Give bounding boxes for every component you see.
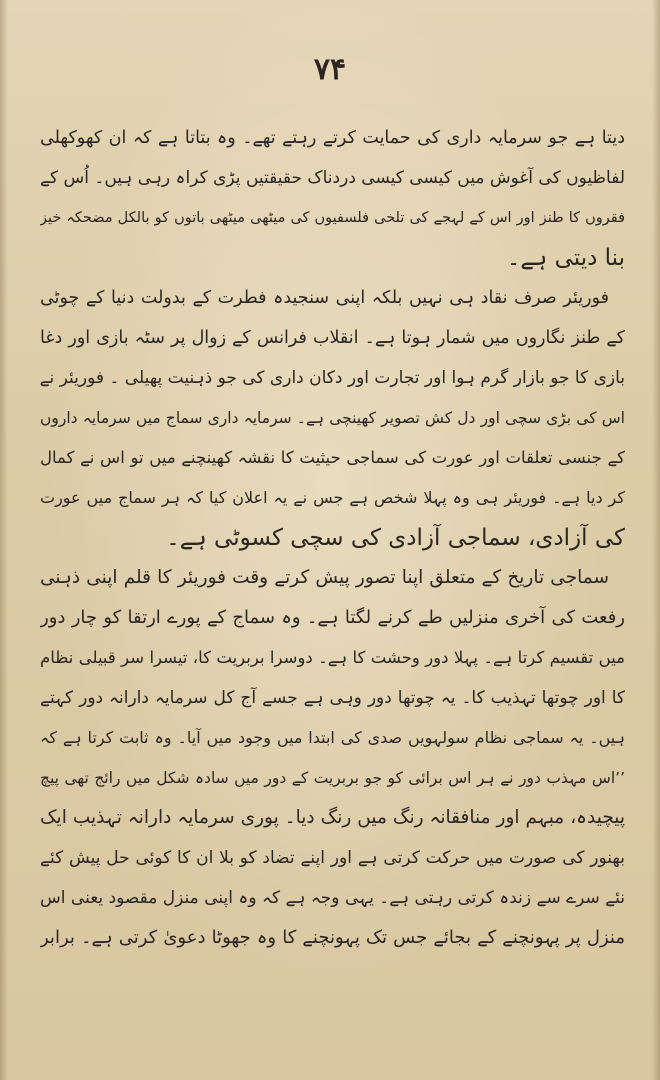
text-line: بازی کا جو بازار گرم ہوا اور تجارت اور دکان داری کی جو ذہنیت پھیلی ۔ فوریئر نے [40, 368, 625, 388]
text-line: اس کی بڑی سچی اور دل کش تصویر کھینچی ہے۔ سرمایہ داری سماج میں سرمایہ داروں [40, 409, 625, 427]
text-line: بنا دیتی ہے۔ [506, 245, 625, 271]
text-line: منزل پر پہونچنے کے بجائے جس تک پہونچنے کا وہ جھوٹا دعویٰ کرتی ہے۔ برابر [40, 927, 625, 948]
text-line: پیچیدہ، مبہم اور منافقانہ رنگ میں رنگ دیا۔ پوری سرمایہ دارانہ تہذیب ایک [40, 807, 625, 828]
page-edge-right [652, 0, 660, 1080]
text-line: کا اور چوتھا تہذیب کا۔ یہ چوتھا دور وہی ہے جسے آج کل سرمایہ دارانہ دور کہتے [40, 688, 625, 708]
text-line: فوریئر صرف نقاد ہی نہیں بلکہ اپنی سنجیدہ فطرت کے بدولت دنیا کے چوٹی [40, 288, 609, 308]
text-line: ہیں۔ یہ سماجی نظام سولہویں صدی کی ابتدا میں وجود میں آیا۔ وہ ثابت کرتا ہے کہ [40, 728, 625, 747]
page-number: ۷۴ [313, 52, 347, 87]
text-line: میں تقسیم کرتا ہے۔ پہلا دور وحشت کا ہے۔ دوسرا بربریت کا، تیسرا سر قبیلی نظام [40, 648, 625, 667]
text-line: سماجی تاریخ کے متعلق اپنا تصور پیش کرتے وقت فوریئر کا قلم اپنی ذہنی [40, 567, 609, 588]
body-text [40, 118, 625, 958]
text-line: لفاظیوں کی آغوش میں کیسی کیسی دردناک حقیقتیں پڑی کراہ رہی ہیں۔ اُس کے [40, 168, 625, 188]
text-line: کر دیا ہے۔ فوریئر ہی وہ پہلا شخص ہے جس نے یہ اعلان کیا کہ ہر سماج میں عورت [40, 488, 625, 507]
text-line: کے جنسی تعلقات اور عورت کی سماجی حیثیت کا نقشہ کھینچنے میں تو اس نے کمال [40, 448, 625, 467]
text-line: فقروں کا طنز اور اس کے لہجے کی تلخی فلسفیوں کی میٹھی میٹھی باتوں کو بالکل مضحکہ خیز [40, 210, 625, 226]
text-line: ’’اس مہذب دور نے ہر اس برائی کو جو بربریت کے دور میں سادہ شکل میں رائج تھی پیچ [40, 769, 625, 787]
text-line: کے طنز نگاروں میں شمار ہوتا ہے۔ انقلاب فرانس کے زوال پر سٹہ بازی اور دغا [40, 328, 625, 348]
text-line: نئے سرے سے زندہ کرتی رہتی ہے۔ یہی وجہ ہے کہ وہ اپنی منزل مقصود یعنی اس [40, 888, 625, 908]
text-line: رفعت کی آخری منزلیں طے کرنے لگتا ہے۔ وہ سماج کے پورے ارتقا کو چار دور [40, 607, 625, 628]
text-line: دیتا ہے جو سرمایہ داری کی حمایت کرتے رہتے تھے۔ وہ بتاتا ہے کہ ان کھوکھلی [40, 128, 625, 148]
text-line: کی آزادی، سماجی آزادی کی سچی کسوٹی ہے۔ [166, 525, 625, 551]
page-edge-left [0, 0, 8, 1080]
text-line: بھنور کی صورت میں حرکت کرتی ہے اور اپنے تضاد کو بلا ان کا کوئی حل پیش کئے [40, 848, 625, 868]
